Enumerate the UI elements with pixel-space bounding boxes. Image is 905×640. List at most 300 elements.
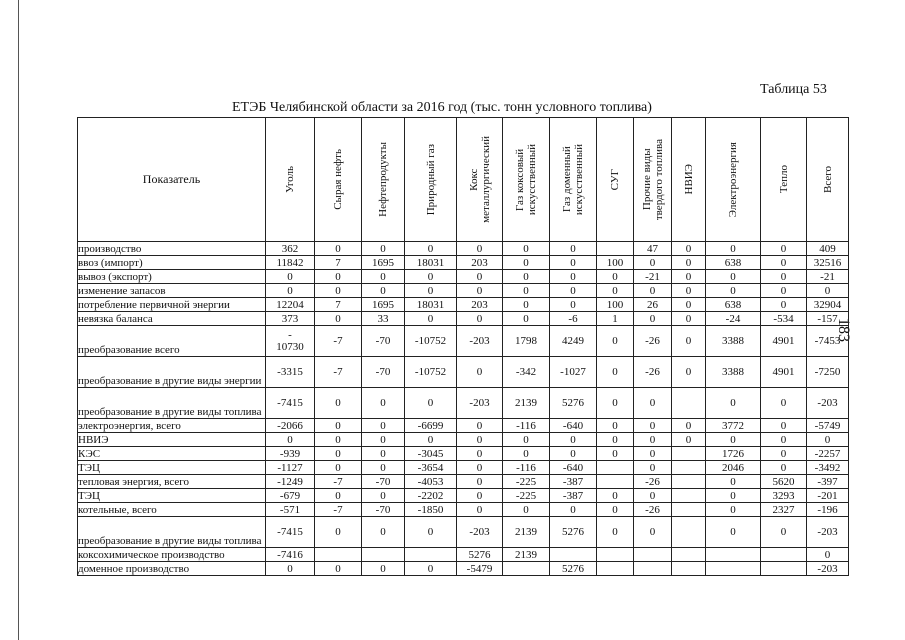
table-cell: 5276 — [550, 517, 597, 548]
table-row — [78, 242, 849, 256]
table-cell — [672, 503, 706, 517]
table-cell — [706, 562, 761, 576]
table-cell: 7 — [315, 298, 362, 312]
column-header — [634, 118, 672, 242]
table-cell: 0 — [503, 298, 550, 312]
table-cell: 0 — [457, 357, 503, 388]
table-cell: 3772 — [706, 419, 761, 433]
column-header-label: СУГ — [609, 168, 621, 191]
table-cell: -2202 — [405, 489, 457, 503]
table-cell: 203 — [457, 298, 503, 312]
table-cell: -116 — [503, 419, 550, 433]
row-label: доменное производство — [78, 562, 266, 576]
table-cell: -3045 — [405, 447, 457, 461]
table-cell: -2257 — [807, 447, 849, 461]
table-cell: -1249 — [266, 475, 315, 489]
row-label: котельные, всего — [78, 503, 266, 517]
row-label: вывоз (экспорт) — [78, 270, 266, 284]
row-label: преобразование в другие виды энергии — [78, 357, 266, 388]
table-cell: -203 — [457, 388, 503, 419]
table-cell: -640 — [550, 419, 597, 433]
table-cell: 203 — [457, 256, 503, 270]
table-title: ЕТЭБ Челябинской области за 2016 год (тыс. тонн условного топлива) — [232, 100, 652, 115]
table-cell: 0 — [457, 419, 503, 433]
table-cell: 0 — [597, 357, 634, 388]
table-cell: 0 — [706, 489, 761, 503]
table-cell — [597, 562, 634, 576]
table-cell: 12204 — [266, 298, 315, 312]
column-header-label: Газ коксовый искусственный — [514, 143, 538, 216]
table-cell: 0 — [672, 284, 706, 298]
table-cell: -10752 — [405, 326, 457, 357]
table-cell: 7 — [315, 256, 362, 270]
table-cell: -26 — [634, 357, 672, 388]
table-cell: -116 — [503, 461, 550, 475]
table-cell: 5276 — [550, 562, 597, 576]
table-cell: 0 — [706, 503, 761, 517]
table-cell: -203 — [457, 517, 503, 548]
table-cell: 0 — [550, 256, 597, 270]
table-cell — [315, 548, 362, 562]
row-label: электроэнергия, всего — [78, 419, 266, 433]
column-header — [315, 118, 362, 242]
table-cell — [706, 548, 761, 562]
table-cell: -70 — [362, 475, 405, 489]
table-cell: -7250 — [807, 357, 849, 388]
table-cell: 0 — [761, 461, 807, 475]
table-cell — [672, 447, 706, 461]
table-cell: 0 — [761, 388, 807, 419]
table-cell: 2046 — [706, 461, 761, 475]
table-cell: 1695 — [362, 298, 405, 312]
table-cell: 0 — [634, 312, 672, 326]
table-cell: 0 — [761, 270, 807, 284]
table-cell: 0 — [362, 517, 405, 548]
table-cell: 0 — [457, 433, 503, 447]
table-cell: 0 — [550, 433, 597, 447]
table-cell: 0 — [405, 312, 457, 326]
table-cell: 0 — [503, 256, 550, 270]
table-cell: 0 — [550, 298, 597, 312]
table-cell: 2139 — [503, 517, 550, 548]
table-row — [78, 388, 849, 419]
table-cell: -225 — [503, 489, 550, 503]
table-cell: -70 — [362, 326, 405, 357]
table-cell: 0 — [457, 503, 503, 517]
table-cell: 4901 — [761, 326, 807, 357]
table-cell: 0 — [597, 284, 634, 298]
table-cell: -534 — [761, 312, 807, 326]
table-cell: 0 — [672, 312, 706, 326]
table-cell — [597, 242, 634, 256]
table-cell: 18031 — [405, 298, 457, 312]
table-cell: -70 — [362, 503, 405, 517]
table-cell: -571 — [266, 503, 315, 517]
column-header-label: Газ доменный искусственный — [561, 143, 585, 216]
table-cell: -7415 — [266, 388, 315, 419]
table-cell: 47 — [634, 242, 672, 256]
table-cell: 3388 — [706, 357, 761, 388]
table-cell: 5276 — [550, 388, 597, 419]
table-cell — [503, 562, 550, 576]
row-label: невязка баланса — [78, 312, 266, 326]
table-cell: -397 — [807, 475, 849, 489]
table-cell: 0 — [706, 284, 761, 298]
table-row — [78, 326, 849, 357]
table-cell: 0 — [405, 388, 457, 419]
header-row — [78, 118, 849, 242]
column-header — [266, 118, 315, 242]
column-header — [457, 118, 503, 242]
table-cell: 0 — [503, 433, 550, 447]
table-cell: 4249 — [550, 326, 597, 357]
table-cell: 0 — [405, 562, 457, 576]
table-cell: 0 — [634, 388, 672, 419]
column-header — [550, 118, 597, 242]
table-cell: 0 — [807, 548, 849, 562]
table-cell: -342 — [503, 357, 550, 388]
table-cell: 362 — [266, 242, 315, 256]
table-cell: 0 — [550, 284, 597, 298]
table-cell — [672, 517, 706, 548]
table-cell: - 10730 — [266, 326, 315, 357]
table-cell: 0 — [362, 284, 405, 298]
table-cell: 1 — [597, 312, 634, 326]
row-label: тепловая энергия, всего — [78, 475, 266, 489]
table-cell: 0 — [597, 433, 634, 447]
page-number: 183 — [835, 318, 852, 342]
table-cell: -24 — [706, 312, 761, 326]
table-cell: 0 — [672, 242, 706, 256]
table-cell: 0 — [362, 562, 405, 576]
table-cell: 0 — [597, 388, 634, 419]
table-cell — [634, 548, 672, 562]
table-cell: 0 — [315, 461, 362, 475]
table-row — [78, 270, 849, 284]
table-row — [78, 461, 849, 475]
table-cell: 0 — [266, 562, 315, 576]
table-row — [78, 489, 849, 503]
table-cell: -1027 — [550, 357, 597, 388]
table-cell: 0 — [315, 270, 362, 284]
table-cell: -7 — [315, 475, 362, 489]
table-cell: -203 — [807, 517, 849, 548]
row-label: производство — [78, 242, 266, 256]
table-cell: 0 — [457, 461, 503, 475]
table-cell: 0 — [362, 270, 405, 284]
table-cell: 0 — [266, 284, 315, 298]
table-cell: -26 — [634, 326, 672, 357]
table-row — [78, 284, 849, 298]
table-cell: 0 — [315, 242, 362, 256]
table-cell: -3315 — [266, 357, 315, 388]
table-cell — [597, 548, 634, 562]
column-header-label: Прочие виды твердого топлива — [640, 138, 665, 221]
column-header-label: Сырая нефть — [332, 149, 344, 210]
column-header-label: Всего — [821, 166, 834, 193]
table-cell: 0 — [597, 419, 634, 433]
table-row — [78, 447, 849, 461]
table-cell: 2139 — [503, 548, 550, 562]
table-cell — [405, 548, 457, 562]
table-cell: 0 — [761, 298, 807, 312]
row-label: потребление первичной энергии — [78, 298, 266, 312]
table-cell: 0 — [315, 447, 362, 461]
table-cell: 0 — [315, 517, 362, 548]
table-cell — [672, 489, 706, 503]
table-cell: 0 — [634, 419, 672, 433]
table-cell: 409 — [807, 242, 849, 256]
table-cell: 0 — [362, 433, 405, 447]
table-cell: -4053 — [405, 475, 457, 489]
table-cell: -196 — [807, 503, 849, 517]
table-cell: 0 — [405, 284, 457, 298]
column-header — [405, 118, 457, 242]
table-cell: 0 — [672, 256, 706, 270]
table-cell — [672, 461, 706, 475]
table-cell: -1850 — [405, 503, 457, 517]
table-cell: 0 — [362, 419, 405, 433]
table-cell — [761, 562, 807, 576]
table-cell: 0 — [672, 298, 706, 312]
table-cell: 1726 — [706, 447, 761, 461]
table-cell: 0 — [315, 388, 362, 419]
table-body — [78, 242, 849, 576]
table-cell: 0 — [761, 419, 807, 433]
column-header-label: Уголь — [284, 166, 296, 193]
table-cell: -5749 — [807, 419, 849, 433]
table-cell: 0 — [761, 447, 807, 461]
column-header-label: Электроэнергия — [727, 141, 739, 218]
energy-balance-table — [77, 117, 849, 576]
table-cell: -640 — [550, 461, 597, 475]
column-header-label: Кокс металлургический — [467, 136, 492, 223]
table-cell: 0 — [457, 312, 503, 326]
table-cell — [672, 562, 706, 576]
table-cell — [672, 548, 706, 562]
table-cell: -387 — [550, 489, 597, 503]
table-cell: 0 — [405, 433, 457, 447]
table-cell: 0 — [503, 270, 550, 284]
table-cell: 0 — [362, 461, 405, 475]
table-cell: 0 — [457, 475, 503, 489]
table-cell — [634, 562, 672, 576]
table-cell: -6 — [550, 312, 597, 326]
table-cell: 0 — [597, 270, 634, 284]
table-cell — [550, 548, 597, 562]
table-cell — [597, 461, 634, 475]
table-cell: 0 — [672, 357, 706, 388]
table-cell: 0 — [706, 475, 761, 489]
table-cell: 638 — [706, 256, 761, 270]
column-header-label: НВИЭ — [682, 164, 695, 195]
table-cell: -7416 — [266, 548, 315, 562]
table-cell: -26 — [634, 475, 672, 489]
table-cell: 3293 — [761, 489, 807, 503]
table-cell: -70 — [362, 357, 405, 388]
table-cell: 0 — [672, 419, 706, 433]
table-cell: 0 — [597, 517, 634, 548]
table-cell: 0 — [634, 284, 672, 298]
table-cell: 0 — [362, 388, 405, 419]
table-cell: -1127 — [266, 461, 315, 475]
table-cell: 0 — [405, 242, 457, 256]
table-cell: 0 — [405, 270, 457, 284]
row-label: ТЭЦ — [78, 461, 266, 475]
table-cell: 18031 — [405, 256, 457, 270]
column-header — [503, 118, 550, 242]
header-indicator — [78, 118, 266, 242]
table-cell: 0 — [315, 312, 362, 326]
table-cell: 0 — [550, 242, 597, 256]
table-cell: 0 — [362, 447, 405, 461]
table-cell: 0 — [807, 433, 849, 447]
table-cell: 5276 — [457, 548, 503, 562]
table-cell: 0 — [761, 256, 807, 270]
table-row — [78, 256, 849, 270]
table-cell: -3492 — [807, 461, 849, 475]
table-row — [78, 548, 849, 562]
table-cell: 32516 — [807, 256, 849, 270]
table-cell: -3654 — [405, 461, 457, 475]
column-header-label: Природный газ — [424, 143, 437, 216]
table-cell: -201 — [807, 489, 849, 503]
table-cell: 100 — [597, 256, 634, 270]
row-label: КЭС — [78, 447, 266, 461]
table-cell: 0 — [503, 503, 550, 517]
table-cell: -2066 — [266, 419, 315, 433]
table-cell: -7 — [315, 357, 362, 388]
table-cell: 0 — [503, 312, 550, 326]
row-label: ТЭЦ — [78, 489, 266, 503]
table-cell: 0 — [597, 489, 634, 503]
table-cell: -939 — [266, 447, 315, 461]
table-cell: -7453 — [807, 326, 849, 357]
table-cell: 0 — [761, 242, 807, 256]
column-header-label: Тепло — [777, 165, 790, 194]
table-cell: 0 — [706, 517, 761, 548]
table-cell: 0 — [503, 284, 550, 298]
column-header-label: Нефтепродукты — [377, 142, 389, 217]
table-cell: 33 — [362, 312, 405, 326]
table-cell: 0 — [761, 517, 807, 548]
table-row — [78, 517, 849, 548]
table-row — [78, 312, 849, 326]
table-cell: 0 — [550, 503, 597, 517]
table-cell — [672, 475, 706, 489]
table-cell: -10752 — [405, 357, 457, 388]
row-label: преобразование в другие виды топлива — [78, 388, 266, 419]
table-cell: 0 — [315, 562, 362, 576]
table-cell: 3388 — [706, 326, 761, 357]
table-cell: 0 — [405, 517, 457, 548]
table-cell: -21 — [634, 270, 672, 284]
column-header — [672, 118, 706, 242]
table-cell: 11842 — [266, 256, 315, 270]
table-cell — [362, 548, 405, 562]
table-cell: 0 — [634, 433, 672, 447]
table-cell: 0 — [266, 433, 315, 447]
table-cell: 0 — [761, 284, 807, 298]
table-cell: 0 — [315, 284, 362, 298]
row-label: изменение запасов — [78, 284, 266, 298]
table-cell: 2139 — [503, 388, 550, 419]
column-header — [706, 118, 761, 242]
table-cell: 0 — [362, 242, 405, 256]
table-cell: 0 — [761, 433, 807, 447]
row-label: преобразование всего — [78, 326, 266, 357]
table-cell: 0 — [706, 242, 761, 256]
table-row — [78, 503, 849, 517]
table-cell: 0 — [634, 256, 672, 270]
table-cell: -21 — [807, 270, 849, 284]
table-cell — [672, 388, 706, 419]
table-cell: 0 — [550, 447, 597, 461]
table-cell — [597, 475, 634, 489]
row-label: коксохимическое производство — [78, 548, 266, 562]
table-cell: 0 — [672, 326, 706, 357]
table-cell: 0 — [634, 517, 672, 548]
table-cell: 0 — [634, 447, 672, 461]
table-cell: -26 — [634, 503, 672, 517]
table-cell: 0 — [634, 489, 672, 503]
table-cell: 1695 — [362, 256, 405, 270]
column-header — [761, 118, 807, 242]
table-cell: 0 — [315, 433, 362, 447]
table-label: Таблица 53 — [760, 82, 827, 97]
table-cell: 0 — [503, 242, 550, 256]
table-cell: 0 — [672, 270, 706, 284]
table-cell: 0 — [315, 489, 362, 503]
table-cell: 0 — [266, 270, 315, 284]
table-cell: -5479 — [457, 562, 503, 576]
table-cell: -7 — [315, 503, 362, 517]
table-cell: -679 — [266, 489, 315, 503]
table-cell: 0 — [672, 433, 706, 447]
table-cell: 0 — [457, 447, 503, 461]
table-row — [78, 298, 849, 312]
table-cell: 0 — [634, 461, 672, 475]
table-cell: -225 — [503, 475, 550, 489]
table-cell: -203 — [457, 326, 503, 357]
table-cell: 0 — [457, 284, 503, 298]
table-cell: -6699 — [405, 419, 457, 433]
table-cell: 0 — [362, 489, 405, 503]
column-header — [807, 118, 849, 242]
table-cell: -7415 — [266, 517, 315, 548]
table-cell: 0 — [706, 270, 761, 284]
table-cell: 638 — [706, 298, 761, 312]
table-cell: 100 — [597, 298, 634, 312]
table-cell: 0 — [550, 270, 597, 284]
table-cell: 26 — [634, 298, 672, 312]
table-cell: 0 — [503, 447, 550, 461]
table-cell: 0 — [457, 270, 503, 284]
table-cell: 373 — [266, 312, 315, 326]
table-cell: 0 — [597, 326, 634, 357]
table-row — [78, 357, 849, 388]
table-cell: -387 — [550, 475, 597, 489]
table-row — [78, 475, 849, 489]
table-row — [78, 419, 849, 433]
table-cell: 0 — [597, 447, 634, 461]
table-cell: -203 — [807, 388, 849, 419]
table-cell: 5620 — [761, 475, 807, 489]
table-cell: 0 — [457, 489, 503, 503]
column-header — [597, 118, 634, 242]
table-cell: 0 — [807, 284, 849, 298]
table-cell — [761, 548, 807, 562]
